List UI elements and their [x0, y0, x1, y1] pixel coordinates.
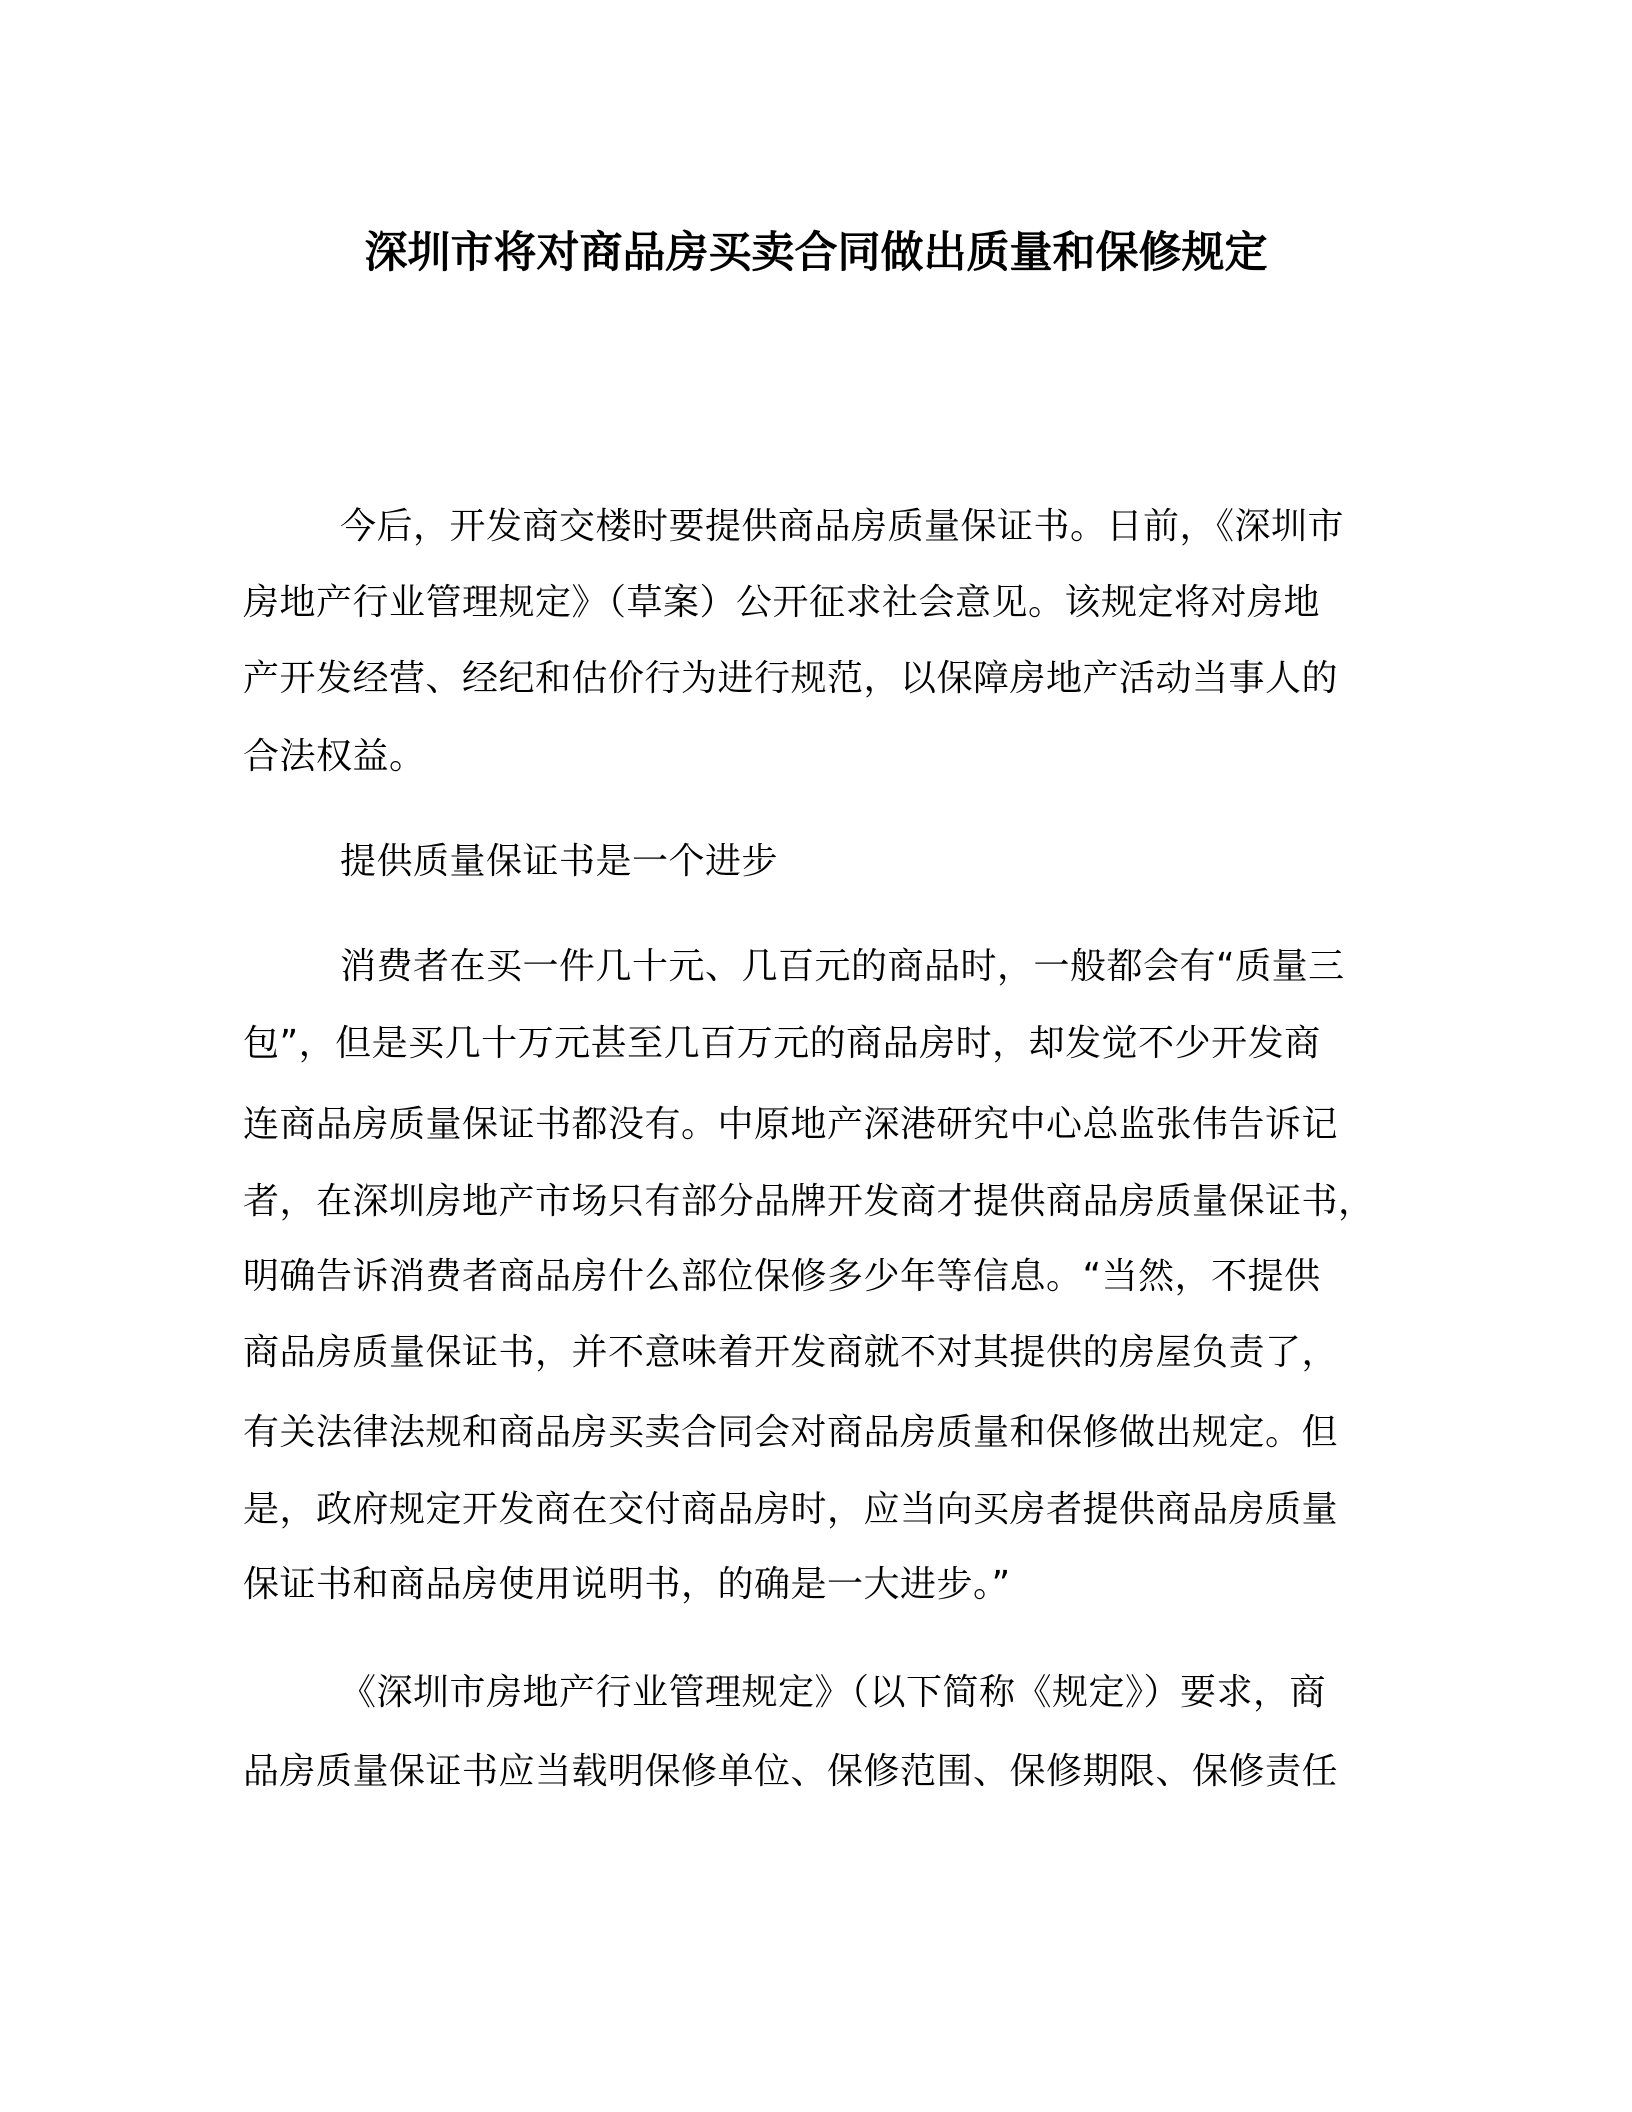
paragraph-line: 今后，开发商交楼时要提供商品房质量保证书。日前，《深圳市: [340, 506, 1345, 547]
paragraph-line: 连商品房质量保证书都没有。中原地产深港研究中心总监张伟告诉记: [243, 1104, 1339, 1145]
paragraph-line: 明确告诉消费者商品房什么部位保修多少年等信息。“当然，不提供: [243, 1256, 1321, 1297]
paragraph-line: 保证书和商品房使用说明书，的确是一大进步。”: [243, 1564, 1011, 1605]
section-heading-text: 提供质量保证书是一个进步: [340, 841, 779, 882]
paragraph-line: 包”，但是买几十万元甚至几百万元的商品房时，却发觉不少开发商: [243, 1023, 1321, 1064]
paragraph-line: 有关法律法规和商品房买卖合同会对商品房质量和保修做出规定。但: [243, 1412, 1339, 1453]
document-title: 深圳市将对商品房买卖合同做出质量和保修规定: [364, 228, 1268, 278]
paragraph-line: 产开发经营、经纪和估价行为进行规范，以保障房地产活动当事人的: [243, 658, 1339, 699]
paragraph-line: 《深圳市房地产行业管理规定》（以下简称《规定》）要求，商: [340, 1672, 1327, 1713]
paragraph-line: 者，在深圳房地产市场只有部分品牌开发商才提供商品房质量保证书，: [243, 1181, 1375, 1222]
paragraph-line: 房地产行业管理规定》（草案）公开征求社会意见。该规定将对房地: [243, 582, 1321, 623]
paragraph-line: 是，政府规定开发商在交付商品房时，应当向买房者提供商品房质量: [243, 1489, 1339, 1530]
paragraph-line: 商品房质量保证书，并不意味着开发商就不对其提供的房屋负责了，: [243, 1332, 1339, 1373]
paragraph-line: 消费者在买一件几十元、几百元的商品时，一般都会有“质量三: [340, 946, 1345, 987]
paragraph-line: 品房质量保证书应当载明保修单位、保修范围、保修期限、保修责任: [243, 1751, 1339, 1792]
paragraph-line: 合法权益。: [243, 736, 426, 777]
